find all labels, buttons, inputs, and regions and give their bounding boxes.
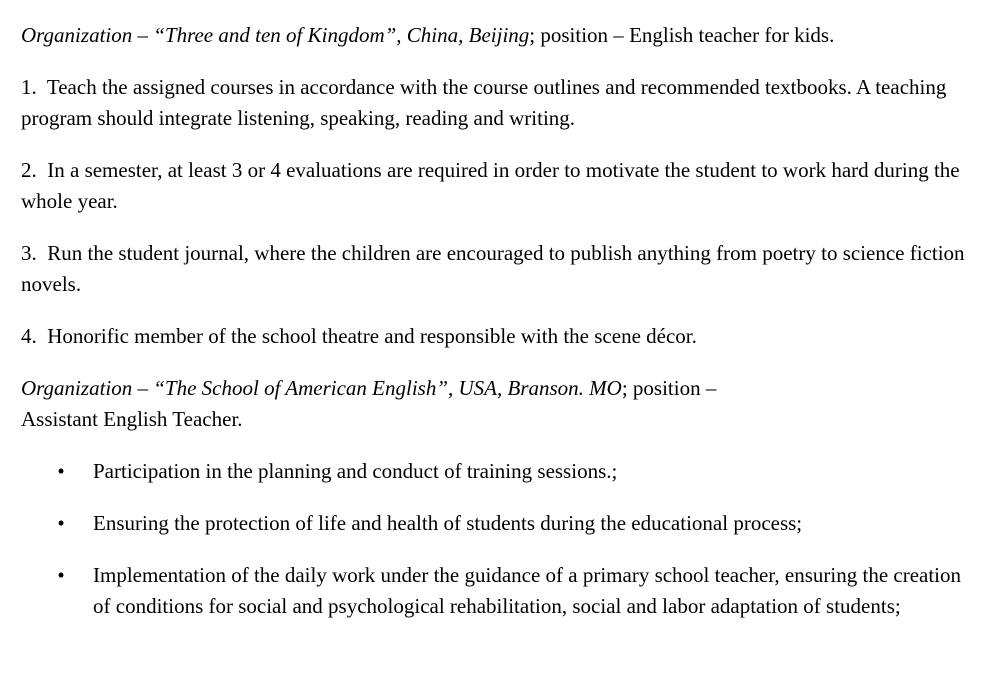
- duty-2-item-2: [21, 508, 966, 539]
- organization-1-separator: ; position –: [529, 23, 630, 47]
- duty-number: 2.: [21, 158, 37, 182]
- duty-number: 3.: [21, 241, 37, 265]
- duty-number: 1.: [21, 75, 37, 99]
- organization-1-name: “Three and ten of Kingdom”, China, Beijing: [153, 23, 530, 47]
- organization-1-line: [21, 20, 966, 51]
- duty-1-item-3: [21, 238, 966, 300]
- organization-2-name: “The School of American English”, USA, Branson. MO: [153, 376, 622, 400]
- duty-text: In a semester, at least 3 or 4 evaluations are required in order to motivate the student to work hard during the whole year.: [21, 158, 960, 213]
- bullet-icon: •: [57, 511, 65, 535]
- duty-1-item-1: [21, 72, 966, 134]
- organization-2-line: [21, 373, 966, 435]
- duty-2-list: [21, 456, 966, 622]
- duty-text: Honorific member of the school theatre and responsible with the scene décor.: [47, 324, 697, 348]
- organization-2-prefix: Organization –: [21, 376, 154, 400]
- duty-1-item-2: [21, 155, 966, 217]
- organization-1-position: English teacher for kids.: [629, 23, 835, 47]
- bullet-icon: •: [57, 459, 65, 483]
- duty-text: Implementation of the daily work under the guidance of a primary school teacher, ensuring the creation of conditions for social and psychological rehabilitation, social and labor adaptation of students;: [93, 563, 962, 618]
- duty-text: Teach the assigned courses in accordance with the course outlines and recommended textbooks. A teaching program should integrate listening, speaking, reading and writing.: [21, 75, 947, 130]
- duty-text: Run the student journal, where the children are encouraged to publish anything from poetry to science fiction novels.: [21, 241, 965, 296]
- duty-1-item-4: [21, 321, 966, 352]
- duty-2-item-1: [21, 456, 966, 487]
- organization-2-separator: ; position –: [621, 376, 717, 400]
- duty-text: Participation in the planning and conduct of training sessions.;: [93, 459, 618, 483]
- organization-2-position: Assistant English Teacher.: [21, 407, 243, 431]
- organization-1-prefix: Organization –: [21, 23, 154, 47]
- document-body: [21, 20, 966, 643]
- duty-text: Ensuring the protection of life and health of students during the educational process;: [93, 511, 803, 535]
- duty-number: 4.: [21, 324, 37, 348]
- duty-2-item-3: [21, 560, 966, 622]
- bullet-icon: •: [57, 563, 65, 587]
